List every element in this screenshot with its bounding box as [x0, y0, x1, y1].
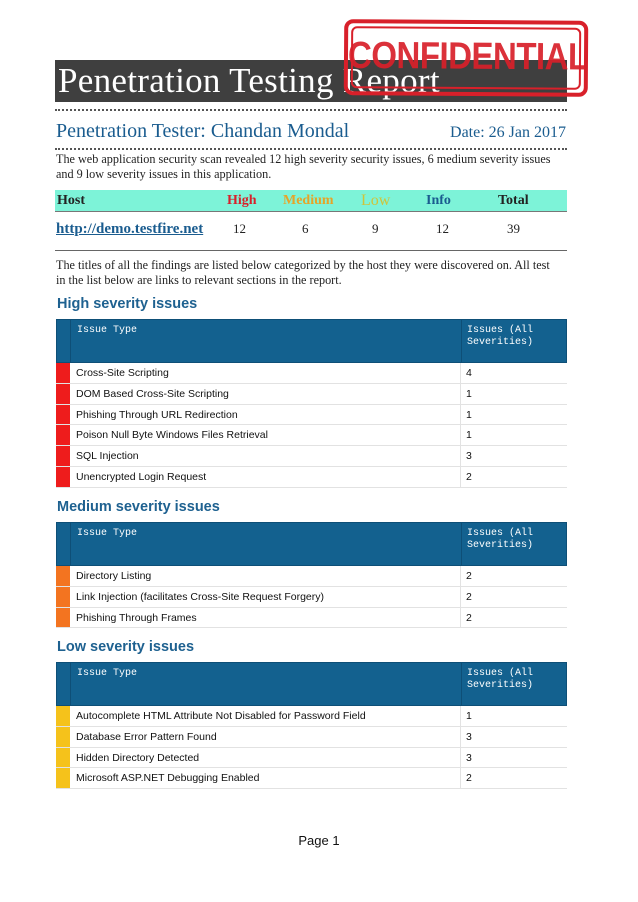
section-title-medium: Medium severity issues [57, 499, 220, 515]
summary-row [55, 216, 567, 242]
table-row[interactable] [56, 363, 567, 384]
divider [55, 109, 567, 111]
severity-marker [56, 446, 70, 466]
table-row[interactable] [56, 748, 567, 769]
issues-table-high [56, 319, 567, 488]
issue-count: 1 [460, 384, 472, 404]
col-issue-count: Issues (All Severities) [461, 320, 566, 362]
issue-count: 1 [460, 425, 472, 445]
col-issue-type: Issue Type [77, 668, 138, 679]
severity-marker [56, 608, 70, 628]
table-row[interactable] [56, 384, 567, 405]
issue-count: 2 [460, 566, 472, 586]
col-high: High [227, 193, 257, 208]
severity-marker [56, 566, 70, 586]
issue-count: 2 [460, 768, 472, 788]
high-count: 12 [233, 221, 246, 236]
col-issue-type: Issue Type [77, 325, 138, 336]
issue-name[interactable]: DOM Based Cross-Site Scripting [76, 387, 229, 400]
issue-name[interactable]: Link Injection (facilitates Cross-Site Request Forgery) [76, 590, 325, 603]
table-row[interactable] [56, 768, 567, 789]
host-link[interactable]: http://demo.testfire.net [56, 221, 204, 237]
severity-marker [56, 587, 70, 607]
issue-count: 3 [460, 446, 472, 466]
table-row[interactable] [56, 467, 567, 488]
severity-marker [56, 467, 70, 487]
issue-name[interactable]: Phishing Through URL Redirection [76, 408, 238, 421]
findings-note: The titles of all the findings are listed below categorized by the host they were discovered on. All test in the list below are links to relevant sections in the report. [56, 258, 550, 287]
issue-count: 2 [460, 587, 472, 607]
table-row[interactable] [56, 608, 567, 629]
issue-count: 1 [460, 706, 472, 726]
issue-count: 2 [460, 608, 472, 628]
divider [55, 148, 567, 150]
report-date: Date: 26 Jan 2017 [450, 124, 566, 141]
issue-name[interactable]: Directory Listing [76, 570, 152, 582]
section-title-low: Low severity issues [57, 639, 195, 655]
severity-marker [56, 748, 70, 768]
table-header [56, 662, 567, 706]
issues-table-medium [56, 522, 567, 628]
col-issue-count: Issues (All Severities) [461, 663, 566, 705]
low-count: 9 [372, 221, 379, 236]
severity-marker [56, 405, 70, 425]
col-issue-type: Issue Type [77, 528, 138, 539]
col-issue-count: Issues (All Severities) [461, 523, 566, 565]
issue-name[interactable]: Microsoft ASP.NET Debugging Enabled [76, 772, 260, 785]
col-total: Total [498, 193, 529, 208]
severity-marker [56, 768, 70, 788]
issue-count: 4 [460, 363, 472, 383]
severity-marker [56, 425, 70, 445]
info-count: 12 [436, 221, 449, 236]
issue-name[interactable]: Phishing Through Frames [76, 611, 197, 624]
col-medium: Medium [283, 193, 334, 208]
table-row[interactable] [56, 566, 567, 587]
issue-count: 1 [460, 405, 472, 425]
col-host: Host [57, 193, 85, 208]
table-header [56, 522, 567, 566]
issue-count: 3 [460, 748, 472, 768]
table-row[interactable] [56, 405, 567, 426]
report-title: Penetration Testing Report [58, 61, 440, 100]
confidential-stamp [344, 19, 589, 97]
intro-paragraph: The web application security scan revealed 12 high severity security issues, 6 medium severity issues and 9 low severity issues in this application. [56, 152, 551, 181]
issue-name[interactable]: Unencrypted Login Request [76, 470, 207, 483]
stamp-text: CONFIDENTIAL [347, 33, 588, 78]
issue-name[interactable]: SQL Injection [76, 450, 139, 463]
table-row[interactable] [56, 425, 567, 446]
total-count: 39 [507, 221, 520, 236]
severity-marker [56, 363, 70, 383]
issue-name[interactable]: Cross-Site Scripting [76, 367, 169, 379]
issue-name[interactable]: Autocomplete HTML Attribute Not Disabled for Password Field [76, 710, 366, 722]
severity-marker [56, 727, 70, 747]
table-row[interactable] [56, 446, 567, 467]
page-number: Page 1 [298, 833, 340, 848]
issue-name[interactable]: Hidden Directory Detected [76, 751, 200, 764]
issue-count: 3 [460, 727, 472, 747]
issue-name[interactable]: Database Error Pattern Found [76, 730, 217, 743]
issue-count: 2 [460, 467, 472, 487]
issue-name[interactable]: Poison Null Byte Windows Files Retrieval [76, 429, 268, 442]
tester-name: Penetration Tester: Chandan Mondal [56, 120, 350, 142]
summary-header [55, 190, 567, 212]
divider [55, 250, 567, 251]
col-low: Low [361, 192, 391, 209]
medium-count: 6 [302, 221, 309, 236]
issues-table-low [56, 662, 567, 789]
table-row[interactable] [56, 727, 567, 748]
table-row[interactable] [56, 706, 567, 727]
col-info: Info [426, 193, 451, 208]
severity-marker [56, 706, 70, 726]
severity-marker [56, 384, 70, 404]
table-row[interactable] [56, 587, 567, 608]
section-title-high: High severity issues [57, 296, 198, 312]
table-header [56, 319, 567, 363]
